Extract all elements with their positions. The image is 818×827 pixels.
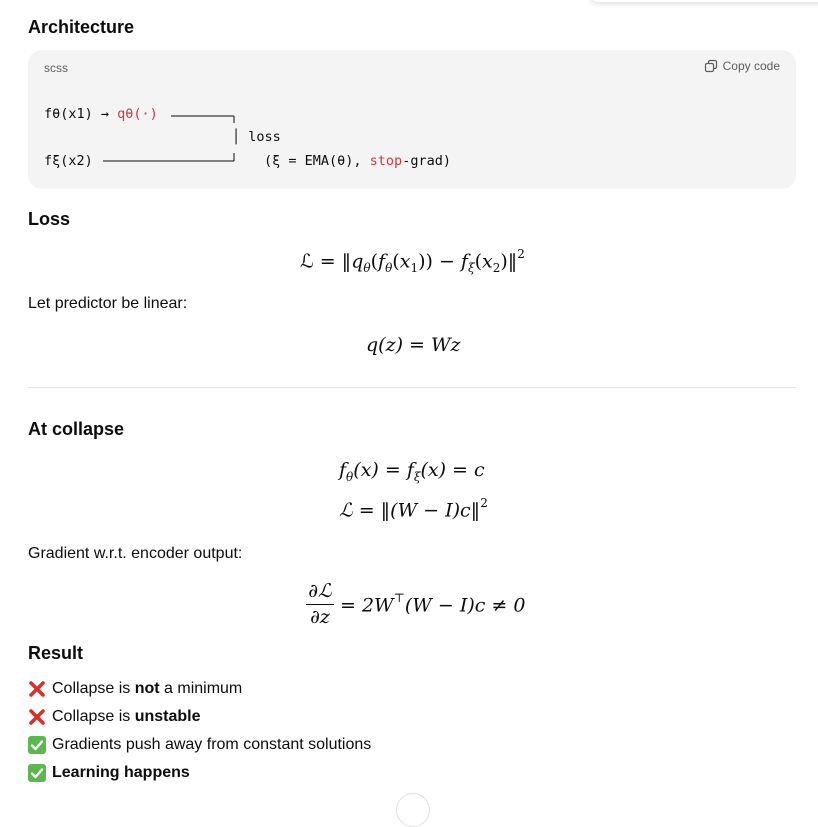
collapse-equation-2: ℒ = ‖(W − I)c‖$^2$ xyxy=(339,496,488,522)
result-item-1 xyxy=(28,680,242,698)
architecture-heading: Architecture xyxy=(28,17,135,37)
code-predictor: qθ(·) xyxy=(117,106,158,122)
code-grad-text: -grad) xyxy=(402,153,451,169)
loss-equation: ℒ = $‖q_\theta(f_\theta(x_1))$ − $f_\xi(x_2)‖^2$ xyxy=(300,247,525,276)
code-block xyxy=(28,50,796,189)
code-language-label: scss xyxy=(44,61,68,75)
fraction-numerator: ∂ℒ xyxy=(306,580,334,605)
result-item-3-text: Gradients push away from constant solutions xyxy=(52,736,372,753)
scroll-down-button[interactable] xyxy=(396,793,430,827)
copy-code-button[interactable] xyxy=(704,59,780,73)
gradient-fraction xyxy=(306,580,334,628)
copy-code-label: Copy code xyxy=(722,59,780,73)
result-item-3 xyxy=(28,736,371,754)
collapse-equation-1: $f_\theta(x) = f_\xi(x) = c$ xyxy=(339,459,485,484)
code-target-line xyxy=(100,150,240,170)
cross-mark-icon xyxy=(28,680,46,698)
gradient-equation: = 2W⊤(W − I)c ≠ 0 xyxy=(340,591,526,617)
result-item-2 xyxy=(28,708,201,726)
section-divider xyxy=(28,387,796,388)
predictor-text: Let predictor be linear: xyxy=(28,295,188,312)
predictor-equation: q(z) = Wz xyxy=(366,334,461,356)
result-item-4-text: Learning happens xyxy=(52,764,190,781)
code-line-2: │ loss xyxy=(232,129,281,145)
code-stop-keyword: stop xyxy=(369,153,403,169)
copy-icon xyxy=(704,59,718,73)
loss-heading: Loss xyxy=(28,209,71,229)
collapse-heading: At collapse xyxy=(28,419,125,439)
code-loss-label: loss xyxy=(248,129,281,145)
result-heading: Result xyxy=(28,643,84,663)
cross-mark-icon xyxy=(28,708,46,726)
result-item-4 xyxy=(28,764,190,782)
top-panel-shadow xyxy=(590,0,818,2)
code-line-1 xyxy=(44,106,158,122)
code-ema-text: (ξ = EMA(θ), xyxy=(264,153,370,169)
code-line-4 xyxy=(264,153,451,169)
fraction-denominator: ∂z xyxy=(310,606,330,628)
check-mark-icon xyxy=(28,764,46,782)
result-item-2-text: Collapse is unstable xyxy=(52,708,201,725)
check-mark-icon xyxy=(28,736,46,754)
code-line-3: fξ(x2) xyxy=(44,153,93,169)
gradient-text: Gradient w.r.t. encoder output: xyxy=(28,545,243,562)
code-encoder-online: fθ(x1) → xyxy=(44,106,118,122)
result-item-1-text: Collapse is not a minimum xyxy=(52,680,243,697)
